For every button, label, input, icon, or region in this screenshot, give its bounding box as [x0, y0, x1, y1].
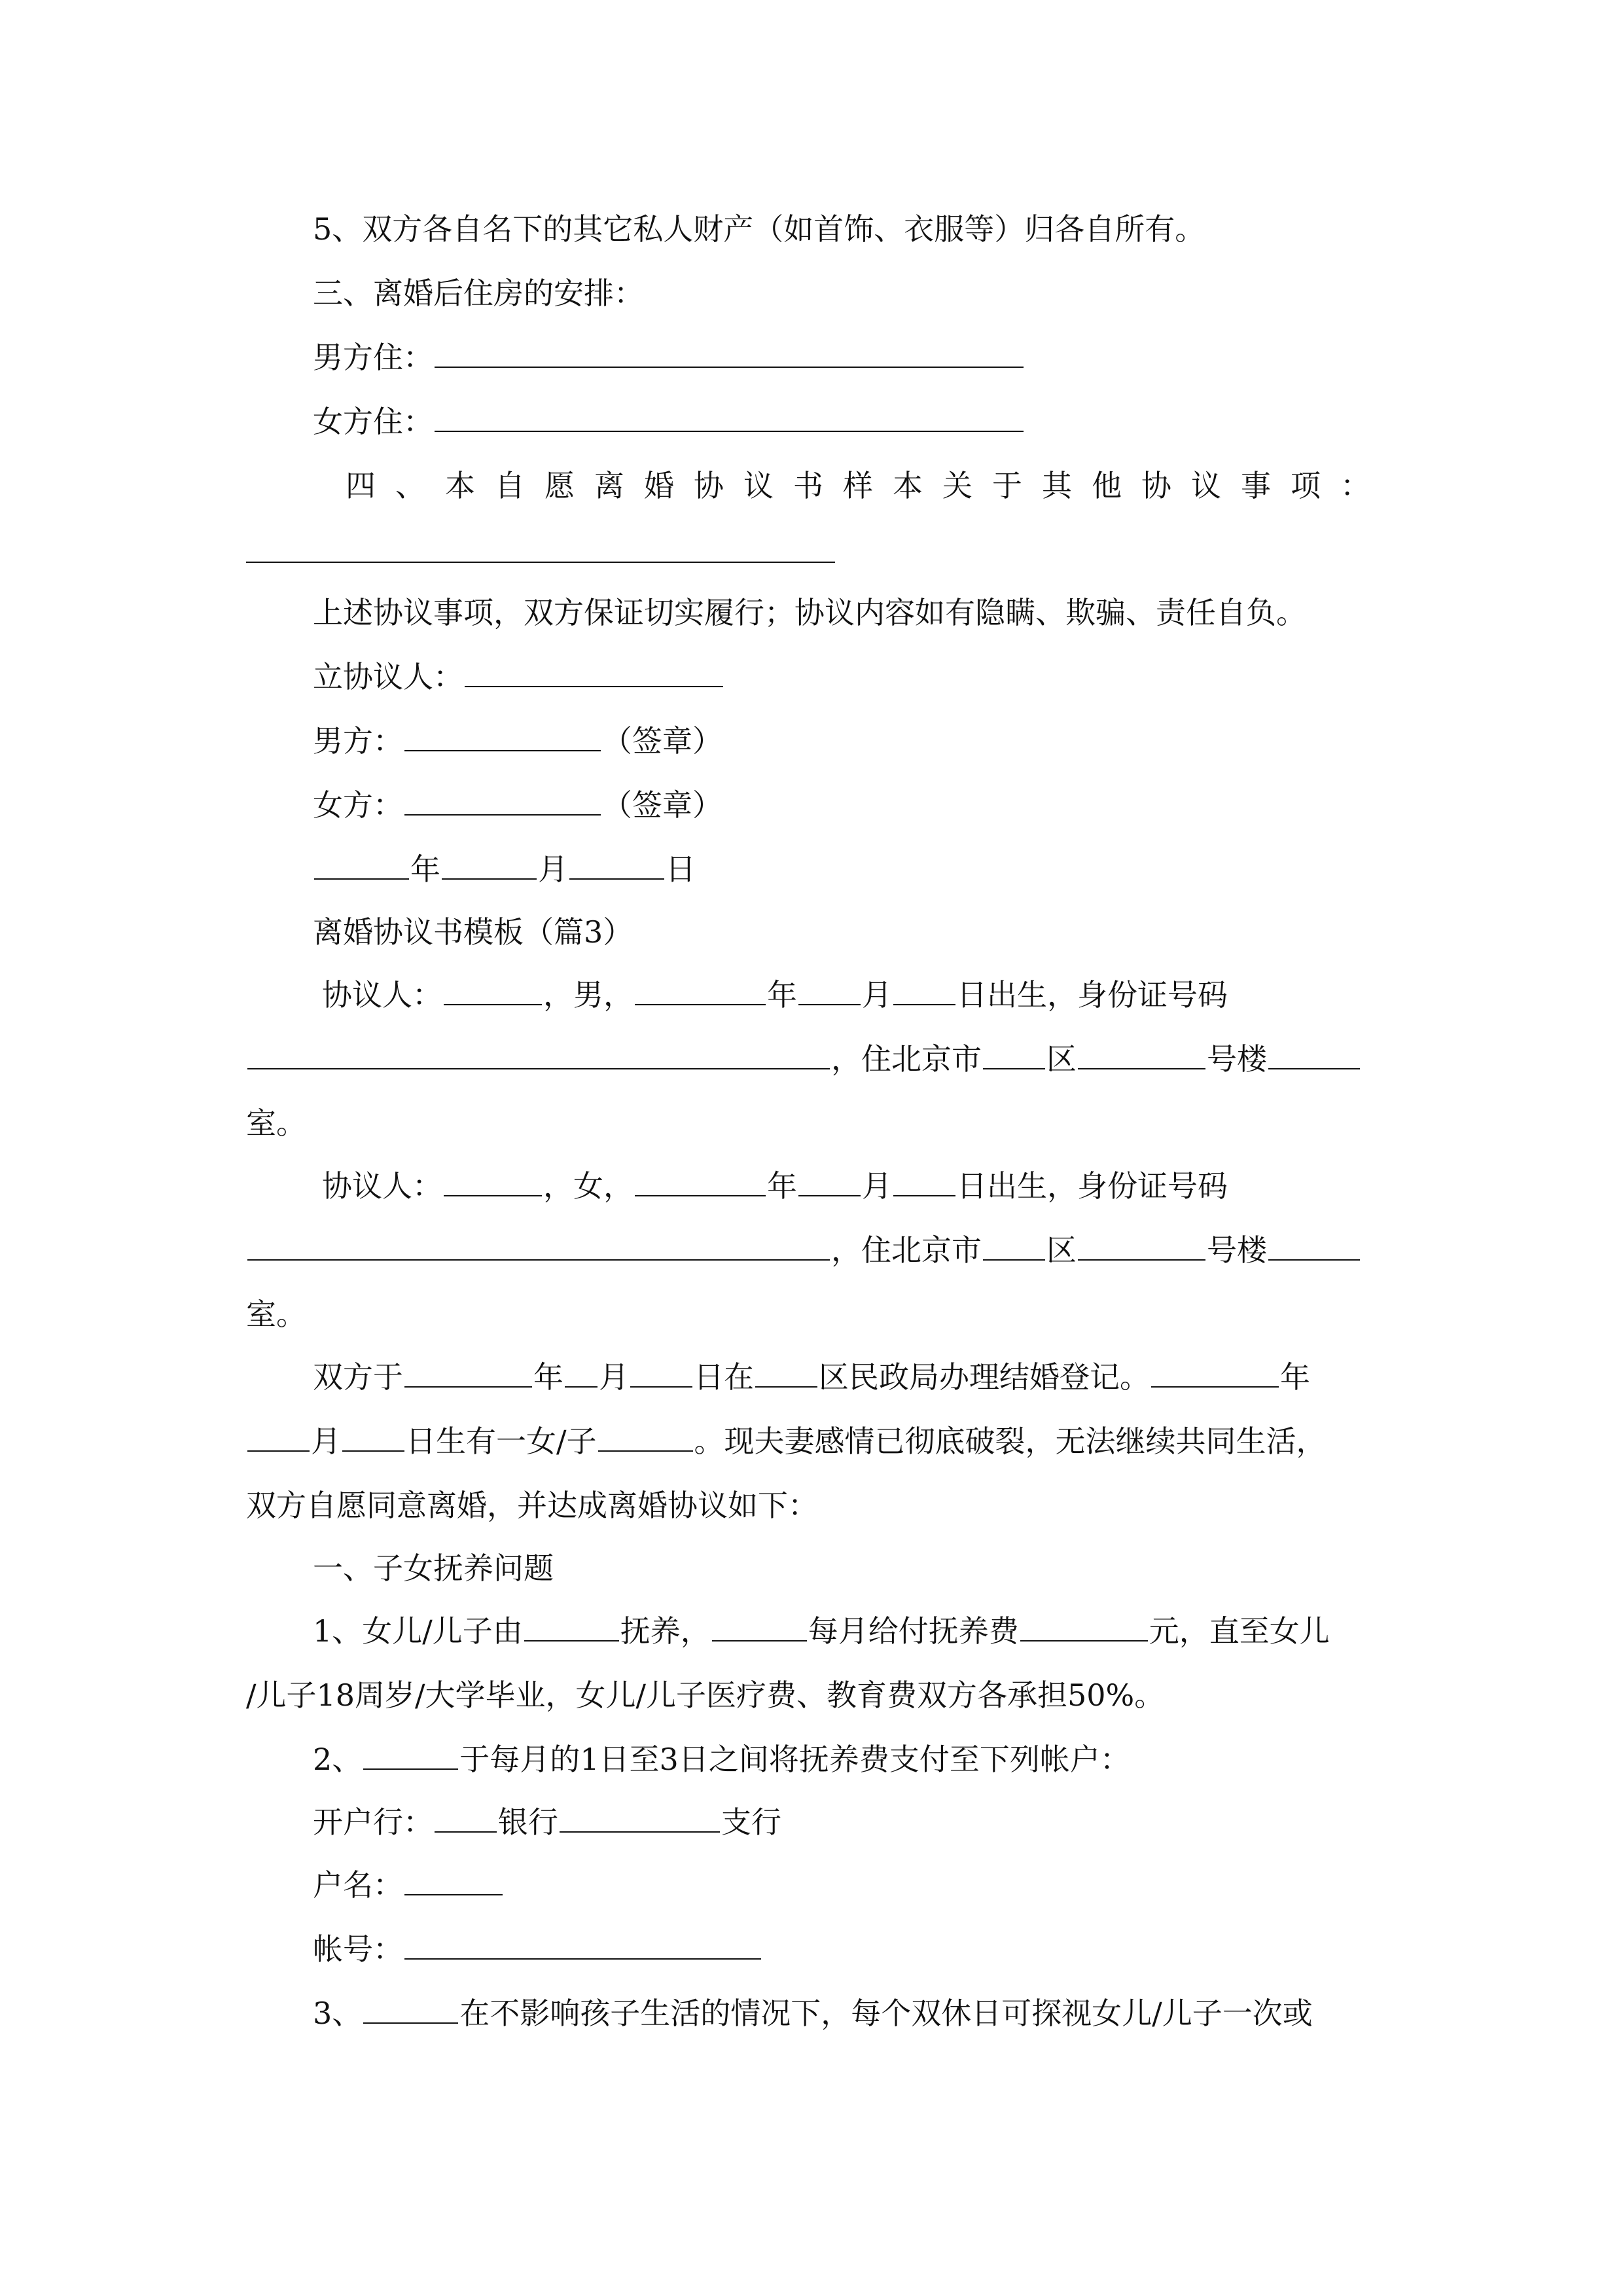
- other-matters-blank: [246, 562, 835, 563]
- support-amount-blank: [1020, 1611, 1148, 1641]
- party-male-room-blank: [1268, 1039, 1360, 1069]
- marriage-month-blank: [565, 1357, 597, 1388]
- birth-month-blank: [247, 1422, 310, 1452]
- section-housing-heading: 三、离婚后住房的安排：: [313, 276, 644, 311]
- marriage-registration-row: 双方于 年 月 日在 区民政局办理结婚登记。 年: [313, 1357, 1623, 1397]
- clause-visitation-row: 3、 在不影响孩子生活的情况下，每个双休日可探视女儿/儿子一次或: [313, 1994, 1623, 2033]
- party-male-row: 协议人： ，男， 年 月 日出生，身份证号码: [322, 975, 1623, 1014]
- custody-parent-blank: [524, 1611, 619, 1641]
- male-signature-blank: [404, 721, 601, 751]
- bank-row: 开户行： 银行 支行: [313, 1803, 1623, 1842]
- party-male-room-row: 室。: [246, 1105, 306, 1141]
- housing-male-row: 男方住：: [313, 338, 1623, 377]
- party-female-room-blank: [1268, 1230, 1360, 1261]
- divorce-agreement-intro: 双方自愿同意离婚，并达成离婚协议如下：: [246, 1488, 818, 1523]
- party-female-name-blank: [444, 1166, 542, 1196]
- section-child-support-heading: 一、子女抚养问题: [313, 1551, 554, 1586]
- account-name-row: 户名：: [313, 1865, 1623, 1905]
- party-female-month-blank: [798, 1166, 861, 1196]
- party-male-day-blank: [893, 975, 955, 1005]
- housing-male-blank: [435, 338, 1024, 368]
- signing-date-row: 年 月 日: [313, 850, 1623, 889]
- payment-party-blank: [363, 1740, 458, 1770]
- party-female-year-blank: [635, 1166, 766, 1196]
- party-male-name-blank: [444, 975, 542, 1005]
- signatories-blank: [465, 657, 723, 687]
- clause-payment-row: 2、 于每月的1日至3日之间将抚养费支付至下列帐户：: [313, 1740, 1623, 1779]
- clause-private-property: 5、双方各自名下的其它私人财产（如首饰、衣服等）归各自所有。: [313, 211, 1205, 247]
- party-male-year-blank: [635, 975, 766, 1005]
- bank-name-blank: [435, 1803, 497, 1833]
- party-male-building-blank: [1078, 1039, 1205, 1069]
- performance-guarantee: 上述协议事项，双方保证切实履行；协议内容如有隐瞒、欺骗、责任自负。: [313, 595, 1306, 630]
- section-other-matters-heading: 四、本自愿离婚协议书样本关于其他协议事项：: [346, 468, 1390, 503]
- birth-year-blank: [1151, 1357, 1279, 1388]
- party-male-month-blank: [798, 975, 861, 1005]
- date-month-blank: [442, 850, 537, 880]
- payer-blank: [712, 1611, 807, 1641]
- party-male-district-blank: [983, 1039, 1045, 1069]
- female-signature-blank: [404, 785, 601, 816]
- housing-female-blank: [435, 402, 1024, 432]
- party-female-day-blank: [893, 1166, 955, 1196]
- party-male-id-address-row: ，住北京市 区 号楼: [246, 1039, 1623, 1079]
- clause-custody-cont: /儿子18周岁/大学毕业，女儿/儿子医疗费、教育费双方各承担50%。: [246, 1677, 1165, 1713]
- account-name-blank: [404, 1865, 503, 1895]
- birth-day-blank: [342, 1422, 404, 1452]
- bank-branch-blank: [560, 1803, 720, 1833]
- child-name-blank: [598, 1422, 693, 1452]
- date-day-blank: [569, 850, 664, 880]
- party-female-id-blank: [247, 1230, 830, 1261]
- account-number-row: 帐号：: [313, 1929, 1623, 1969]
- marriage-year-blank: [404, 1357, 532, 1388]
- account-number-blank: [404, 1929, 761, 1960]
- housing-female-row: 女方住：: [313, 402, 1623, 441]
- template-title: 离婚协议书模板（篇3）: [313, 914, 633, 950]
- clause-custody-row: 1、女儿/儿子由 抚养， 每月给付抚养费 元，直至女儿: [313, 1611, 1623, 1651]
- party-female-building-blank: [1078, 1230, 1205, 1261]
- party-female-room-row: 室。: [246, 1297, 306, 1332]
- male-signature-row: 男方： （签章）: [313, 721, 1623, 761]
- party-female-row: 协议人： ，女， 年 月 日出生，身份证号码: [322, 1166, 1623, 1206]
- child-birth-row: 月 日生有一女/子 。现夫妻感情已彻底破裂，无法继续共同生活，: [246, 1422, 1623, 1461]
- female-signature-row: 女方： （签章）: [313, 785, 1623, 825]
- visiting-parent-blank: [363, 1994, 458, 2024]
- party-female-id-address-row: ，住北京市 区 号楼: [246, 1230, 1623, 1270]
- marriage-day-blank: [630, 1357, 692, 1388]
- marriage-district-blank: [755, 1357, 817, 1388]
- signatories-row: 立协议人：: [313, 657, 1623, 696]
- party-female-district-blank: [983, 1230, 1045, 1261]
- party-male-id-blank: [247, 1039, 830, 1069]
- date-year-blank: [314, 850, 409, 880]
